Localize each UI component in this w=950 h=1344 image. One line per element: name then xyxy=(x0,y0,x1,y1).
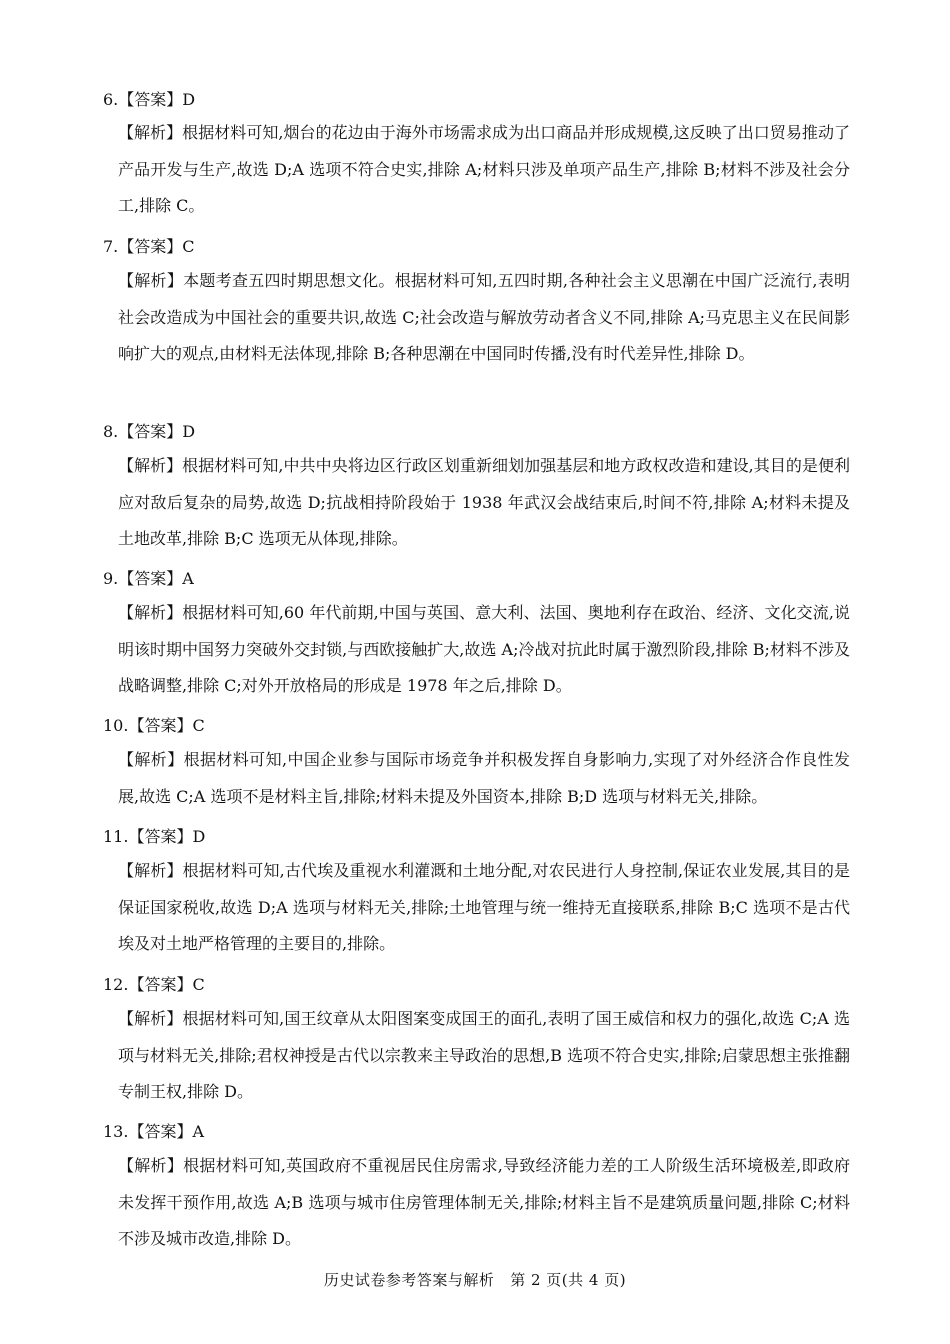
analysis-text: 【解析】根据材料可知,英国政府不重视居民住房需求,导致经济能力差的工人阶级生活环境极差,即政府未发挥干预作用,故选 A;B 选项与城市住房管理体制无关,排除;材料主旨不是建筑质量问题,排除 C;材料不涉及城市改造,排除 D。 xyxy=(118,1156,850,1248)
analysis-text: 【解析】根据材料可知,中国企业参与国际市场竞争并积极发挥自身影响力,实现了对外经济合作良性发展,故选 C;A 选项不是材料主旨,排除;材料未提及外国资本,排除 B;D 选项与材料无关,排除。 xyxy=(118,750,850,806)
analysis-text: 【解析】根据材料可知,烟台的花边由于海外市场需求成为出口商品并形成规模,这反映了出口贸易推动了产品开发与生产,故选 D;A 选项不符合史实,排除 A;材料只涉及单项产品生产,排除 B;材料不涉及社会分工,排除 C。 xyxy=(118,123,850,215)
analysis-text: 【解析】根据材料可知,国王纹章从太阳图案变成国王的面孔,表明了国王威信和权力的强化,故选 C;A 选项与材料无关,排除;君权神授是古代以宗教来主导政治的思想,B 选项不符合史实,排除;启蒙思想主张推翻专制王权,排除 D。 xyxy=(118,1009,850,1101)
answer-line: 6.【答案】D xyxy=(103,90,196,109)
answer-line: 12.【答案】C xyxy=(103,975,205,994)
page-footer: 历史试卷参考答案与解析 第 2 页(共 4 页) xyxy=(323,1271,627,1289)
answer-line: 9.【答案】A xyxy=(103,569,194,588)
answer-line: 7.【答案】C xyxy=(103,237,195,256)
answer-line: 11.【答案】D xyxy=(103,827,206,846)
answer-line: 13.【答案】A xyxy=(103,1122,205,1141)
analysis-text: 【解析】根据材料可知,古代埃及重视水利灌溉和土地分配,对农民进行人身控制,保证农业发展,其目的是保证国家税收,故选 D;A 选项与材料无关,排除;土地管理与统一维持无直接联系,排除 B;C 选项不是古代埃及对土地严格管理的主要目的,排除。 xyxy=(118,861,850,953)
answer-line: 8.【答案】D xyxy=(103,422,196,441)
analysis-text: 【解析】根据材料可知,中共中央将边区行政区划重新细划加强基层和地方政权改造和建设,其目的是便利应对敌后复杂的局势,故选 D;抗战相持阶段始于 1938 年武汉会战结束后,时间不符,排除 A;材料未提及土地改革,排除 B;C 选项无从体现,排除。 xyxy=(118,456,850,548)
analysis-text: 【解析】根据材料可知,60 年代前期,中国与英国、意大利、法国、奥地利存在政治、经济、文化交流,说明该时期中国努力突破外交封锁,与西欧接触扩大,故选 A;冷战对抗此时属于激烈阶段,排除 B;材料不涉及战略调整,排除 C;对外开放格局的形成是 1978 年之后,排除 D。 xyxy=(118,603,850,695)
answer-line: 10.【答案】C xyxy=(103,716,205,735)
analysis-text: 【解析】本题考查五四时期思想文化。根据材料可知,五四时期,各种社会主义思潮在中国广泛流行,表明社会改造成为中国社会的重要共识,故选 C;社会改造与解放劳动者含义不同,排除 A;马克思主义在民间影响扩大的观点,由材料无法体现,排除 B;各种思潮在中国同时传播,没有时代差异性,排除 D。 xyxy=(118,271,850,363)
